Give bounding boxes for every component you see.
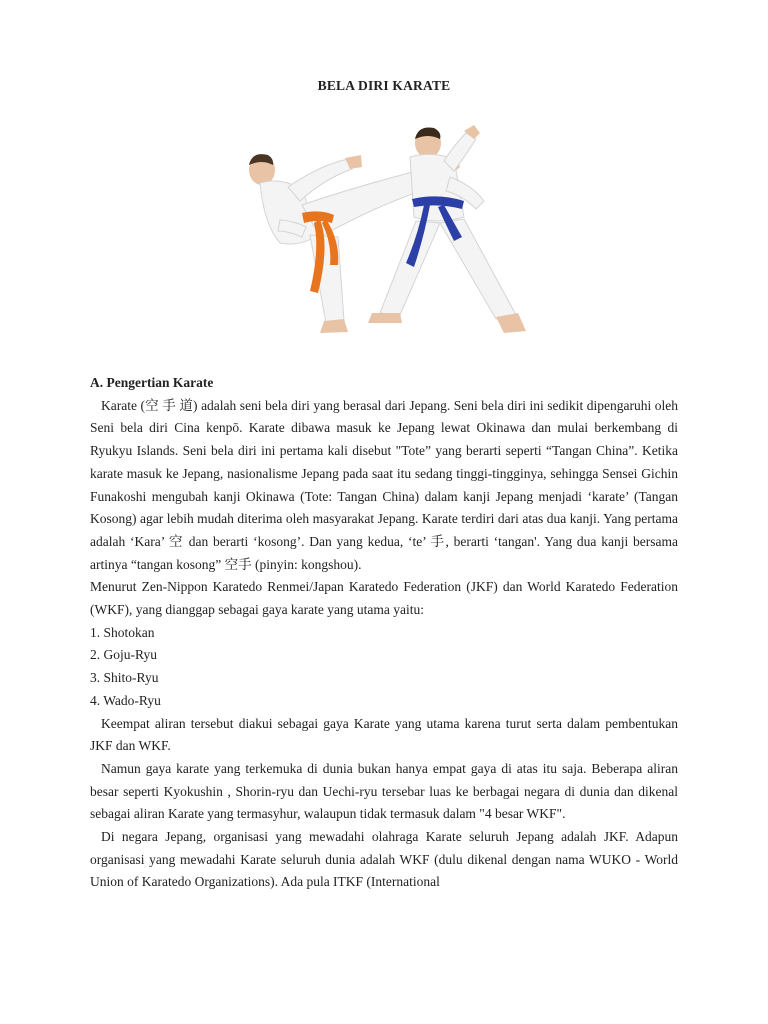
paragraph: Di negara Jepang, organisasi yang mewadahi olahraga Karate seluruh Jepang adalah JKF. Adapun organisasi yang mewadahi Karate seluruh dunia adalah WKF (dulu dikenal dengan nama WUKO - World Union of Karatedo Organizations). Ada pula ITKF (International <box>90 829 678 890</box>
list-item: 3. Shito-Ryu <box>90 670 159 686</box>
document-body <box>90 372 678 894</box>
karate-sparring-illustration <box>240 125 540 340</box>
list-item: 4. Wado-Ryu <box>90 692 161 708</box>
paragraph: Namun gaya karate yang terkemuka di dunia bukan hanya empat gaya di atas itu saja. Beberapa aliran besar seperti Kyokushin , Shorin-ryu dan Uechi-ryu tersebar luas ke berbagai negara di dunia dan dikenal sebagai aliran Karate yang termasyhur, walaupun tidak termasuk dalam "4 besar WKF". <box>90 760 678 822</box>
list-item: 2. Goju-Ryu <box>90 647 157 663</box>
list-item: 1. Shotokan <box>90 624 155 640</box>
document-title: BELA DIRI KARATE <box>317 78 451 93</box>
right-fighter <box>368 125 526 333</box>
paragraph: Karate (空 手 道) adalah seni bela diri yang berasal dari Jepang. Seni bela diri ini sedikit dipengaruhi oleh Seni bela diri Cina kenpō. Karate dibawa masuk ke Jepang lewat Okinawa dan mulai berkembang di Ryukyu Islands. Seni bela diri ini pertama kali disebut "Tote” yang berarti seperti “Tangan China”. Ketika karate masuk ke Jepang, nasionalisme Jepang pada saat itu sedang tinggi-tingginya, sehingga Sensei Gichin Funakoshi mengubah kanji Okinawa (Tote: Tangan China) dalam kanji Jepang menjadi ‘karate’ (Tangan Kosong) agar lebih mudah diterima oleh masyarakat Jepang. Karate terdiri dari atas dua kanji. Yang pertama adalah ‘Kara’ 空 dan berarti ‘kosong’. Dan yang kedua, ‘te’ 手, berarti ‘tangan'. Yang dua kanji bersama artinya “tangan kosong” 空手 (pinyin: kongshou). <box>90 397 678 572</box>
paragraph: Keempat aliran tersebut diakui sebagai gaya Karate yang utama karena turut serta dalam pembentukan JKF dan WKF. <box>90 715 678 754</box>
paragraph: Menurut Zen-Nippon Karatedo Renmei/Japan Karatedo Federation (JKF) dan World Karatedo Federation (WKF), yang dianggap sebagai gaya karate yang utama yaitu: <box>90 579 678 618</box>
section-heading: A. Pengertian Karate <box>90 375 214 390</box>
